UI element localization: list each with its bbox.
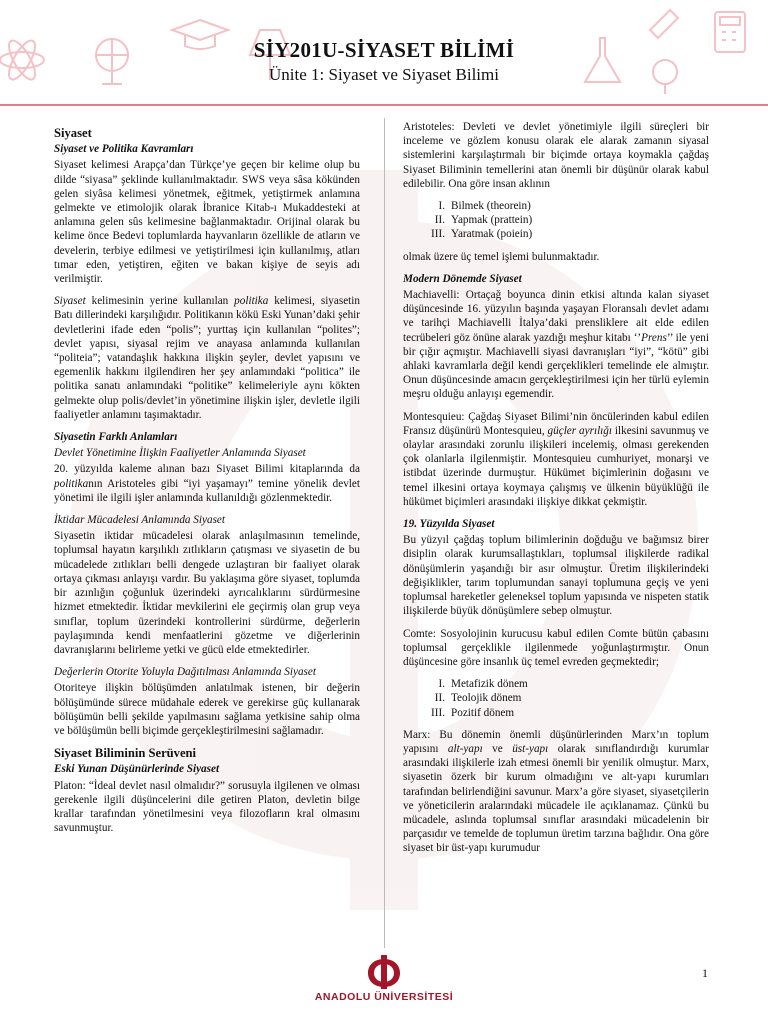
- header-rule: [0, 104, 768, 106]
- page-number: 1: [702, 966, 708, 980]
- paragraph: Aristoteles: Devleti ve devlet yönetimiyle ilgili süreçleri bir inceleme ve gözlem konusu olarak ele alarak zamanın siyasal sistemlerini karşılaştırmalı bir biçimde ortaya koymakla çağdaş Siyaset Biliminin temellerini atan önemli bir düşünür olarak kabul edilebilir. Ona göre insan aklının: [403, 121, 709, 190]
- subsection-heading: Modern Dönemde Siyaset: [403, 272, 522, 285]
- list-item: I. Bilmek (theorein): [438, 200, 531, 213]
- subsection-heading: İktidar Mücadelesi Anlamında Siyaset: [54, 514, 225, 527]
- subsection-heading: 19. Yüzyılda Siyaset: [403, 518, 495, 531]
- university-name: ANADOLU ÜNİVERSİTESİ: [314, 991, 454, 1003]
- right-column: [403, 120, 709, 864]
- paragraph: 20. yüzyılda kaleme alınan bazı Siyaset Bilimi kitaplarında da politikanın Aristoteles gibi “iyi yaşamayı” temine yönelik devlet yönetimi ile ilgili işler anlamında kullanıldığı gözlenmektedir.: [54, 463, 360, 504]
- left-column: [54, 120, 360, 843]
- pencil-icon: [650, 10, 678, 38]
- subsection-heading: Siyasetin Farklı Anlamları: [54, 431, 178, 444]
- paragraph: Bu yüzyıl çağdaş toplum bilimlerinin doğduğu ve bağımsız birer disiplin olarak kurumsallaştıkları, toplumsal ilişkilerde radikal dönüşümlerin yaşandığı bir asır olmuştur. Üretim ilişkilerindeki değişiklikler, tarım toplumundan sanayi toplumuna geçiş ve yeni toplumsal hareketler geleneksel toplum yapısında ve nispeten statik ilişkilerde büyük dönüşümlere sebep olmuştur.: [403, 534, 709, 618]
- list-item: I. Metafizik dönem: [438, 678, 528, 691]
- paragraph: Siyasetin iktidar mücadelesi olarak anlaşılmasının temelinde, toplumsal hayatın karşılıklı zıtlıkların çatışması ve siyasetin de bu mücadelede zıtlıkları belli dengede uzlaştıran bir faaliyet olarak ortaya çıkması anlayışı vardır. Bu yaklaşıma göre siyaset, toplumda bir azınlığın çoğunluk üzerindeki ayrıcalıklarını sürdürmesine hizmet etmektedir. İktidar mevkilerini ele geçirmiş olan grup veya sınıflar, toplum üzerindeki kontrollerini sürdürme, değerlerin paylaşımında kendi menfaatlerini gözetme ve diğerlerinin davranışlarını belirleme yetki ve gücü elde etmektedirler.: [54, 530, 360, 656]
- section-heading: Siyaset: [54, 126, 92, 140]
- numbered-list: [403, 199, 709, 242]
- section-heading: Siyaset Biliminin Serüveni: [54, 746, 197, 761]
- paragraph: Machiavelli: Ortaçağ boyunca dinin etkisi altında kalan siyaset düşüncesinde 16. yüzyılın başında yaşayan Floransalı devlet adamı ve tarihçi Machiavelli İtalya’daki prensliklere ait elde edilen tecrübeleri göz önüne alarak yazdığı meşhur kitabı ‘’Prens’’ ile yeni bir çığır açmıştır. Machiavelli siyasi davranışları “iyi”, “kötü” gibi ahlaki kavramlarla değil kendi gerçeklikleri temelinde ele almıştır. Onun düşüncesinde amacın gerçekleştirilmesi için her türlü eylemin meşru olduğu anlayışı egemendir.: [403, 289, 709, 401]
- list-item: II. Teolojik dönem: [434, 692, 522, 705]
- subsection-heading: Devlet Yönetimine İlişkin Faaliyetler Anlamında Siyaset: [54, 447, 306, 460]
- paragraph: Marx: Bu dönemin önemli düşünürlerinden Marx’ın toplum yapısını alt-yapı ve üst-yapı olarak sınıflandırdığı kurumlar arasındaki ilişkilerle izah etmesi önemli bir yenilik olmuştur. Marx, siyasetin özerk bir kurum olmadığını ve alt-yapı kurumları tarafından belirlendiğini savunur. Marx’a göre siyaset, siyasetçilerin ve yöneticilerin aralarındaki mücadele ile açıklanamaz. Çünkü bu mücadele, aslında toplumsal sınıflar arasındaki mücadelenin bir parçasıdır ve temelde de toplumun üretim tarzına bağlıdır. Ona göre siyaset bir üst-yapı kurumudur: [403, 728, 709, 855]
- paragraph: Montesquieu: Çağdaş Siyaset Bilimi’nin öncülerinden kabul edilen Fransız düşünürü Montesquieu, güçler ayrılığı ilkesini savunmuş ve olaylar arasındaki zorunlu ilişkileri incelemiş, olması gerekenden çok olanlarla ilgilenmiştir. Montesquieu cumhuriyet, monarşi ve istibdat üzerinde durmuştur. Hükümet biçimlerinin doğasını ve temel ilkesini ortaya koymaya çalışmış ve ülkenin büyüklüğü ile hükümet biçimleri arasındaki ilişkiye dikkat çekmiştir.: [403, 410, 710, 508]
- course-title: SİY201U-SİYASET BİLİMİ: [253, 38, 515, 62]
- column-divider: [384, 118, 385, 948]
- subsection-heading: Siyaset ve Politika Kavramları: [54, 143, 194, 156]
- footer: [0, 955, 768, 1003]
- paragraph: Siyaset kelimesinin yerine kullanılan politika kelimesi, siyasetin Batı dillerindeki karşılığıdır. Politikanın kökü Eski Yunan’daki şehir devletlerini ifade eden “polis”; yurttaş için kullanılan “polites”; devlet yapısı, siyasal rejim ve anayasa anlamında kullanılan “politeia”; vatandaşlık hakkına ilişkin şeyler, devlet yapısını ve egemenlik hakkını ilgilendiren her şey anlamındaki “politica” ile politika sanatı anlamındaki “politike” kelimeleriyle aynı kökten gelmekte olup polis/devlet’in yönetimine ilişkin işler, devletle ilgili faaliyetler anlamını taşımaktadır.: [54, 295, 360, 421]
- unit-title: Ünite 1: Siyaset ve Siyaset Bilimi: [269, 65, 499, 84]
- numbered-list: [403, 677, 709, 720]
- document-header: [0, 38, 768, 85]
- paragraph: Platon: “İdeal devlet nasıl olmalıdır?” sorusuyla ilgilenen ve olması gerekenle ilgili düşüncelerini dile getiren Platon, devletin bilge krallar tarafından yönetilmesini veya filozofların kral olmasını savunmuştur.: [54, 779, 360, 835]
- subsection-heading: Eski Yunan Düşünürlerinde Siyaset: [54, 763, 220, 776]
- list-item: III. Pozitif dönem: [431, 706, 515, 719]
- subsection-heading: Değerlerin Otorite Yoluyla Dağıtılması Anlamında Siyaset: [54, 666, 316, 679]
- paragraph: Siyaset kelimesi Arapça’dan Türkçe’ye geçen bir kelime olup bu dilde “siyasa” şeklinde kullanılmaktadır. SWS veya sâsa kökünden gelen siyâsa kelimesi yönetmek, eğitmek, yetiştirmek anlamına gelmekte ve etimolojik olarak İbranice Kitab-ı Mukaddesteki at anlamına gelen sûs kelimesine bağlanmaktadır. Orijinal olarak bu kelime önce Bedevi toplumlarda hayvanların özellikle de atların ve develerin, terbiye edilmesi ve yetiştirilmesi için kullanılmış, atları tımar eden, yetiştiren, eğiten ve bakan kişiye de seyis adı verilmiştir.: [54, 159, 360, 286]
- paragraph: Otoriteye ilişkin bölüşümden anlatılmak istenen, bir değerin bölüşümünde sürece müdahale ederek ve gerekirse güç kullanarak bölüşümün belli şekilde yapılmasını sağlama yetkisine sahip olma ve bölüşümün belli biçimde gerçekleştirilmesini sağlamadır.: [54, 682, 360, 737]
- university-logo-icon: [364, 955, 404, 989]
- paragraph: olmak üzere üç temel işlemi bulunmaktadır.: [403, 250, 600, 263]
- list-item: III. Yaratmak (poiein): [431, 228, 533, 241]
- list-item: II. Yapmak (prattein): [434, 214, 533, 227]
- paragraph: Comte: Sosyolojinin kurucusu kabul edilen Comte bütün çabasını toplumsal gerçeklikle ilgilenmede yoğunlaştırmıştır. Onun düşüncesine göre insanlık üç temel evreden geçmektedir;: [403, 627, 709, 668]
